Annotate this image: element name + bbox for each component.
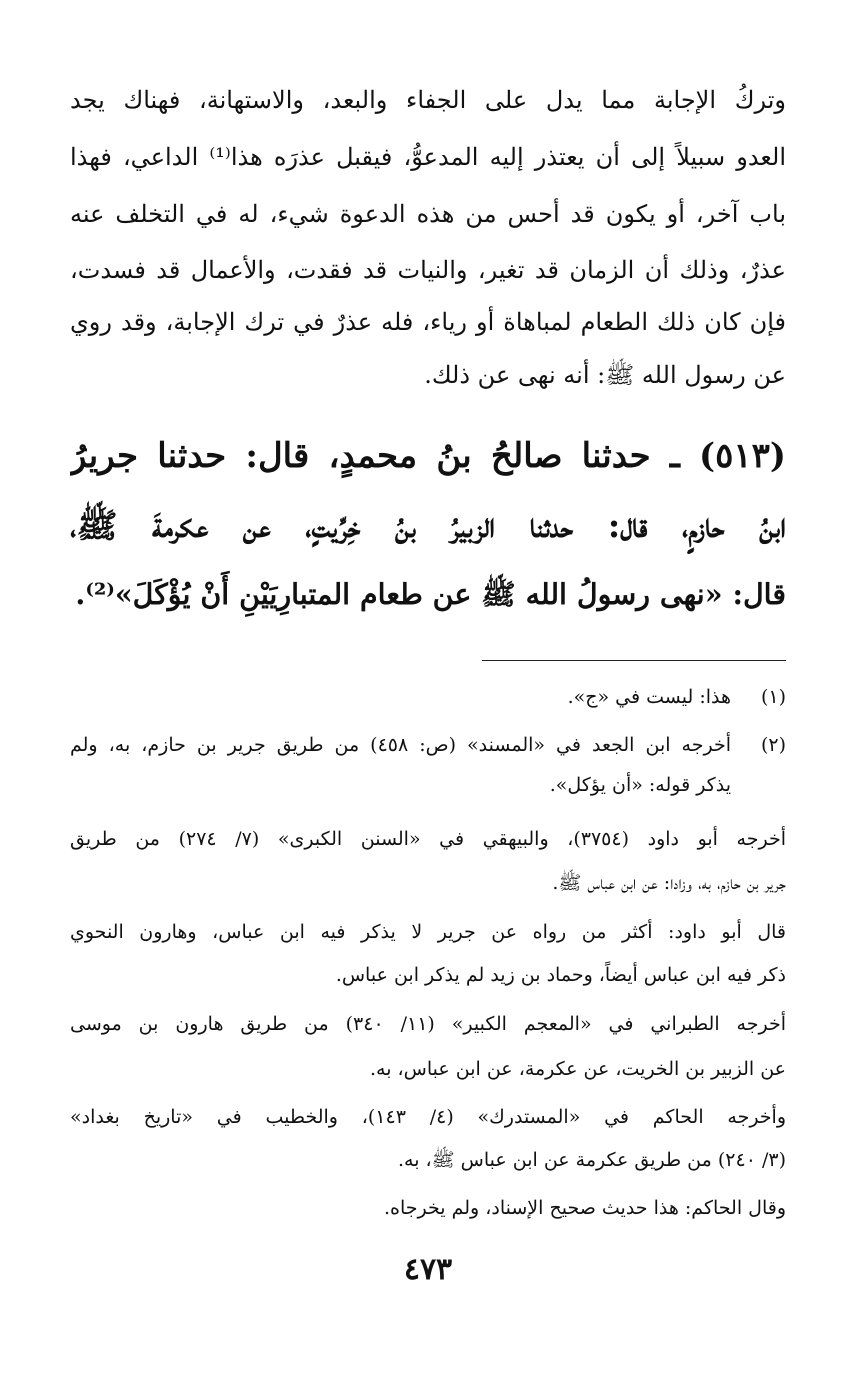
footnote-number: (١) <box>760 686 786 708</box>
hadith-line: (٥١٣) ـ حدثنا صالحُ بنُ محمدٍ، قال: حدثنا جريرُ <box>70 436 786 476</box>
footnote-text: جرير بن حازم، به، وزادا: عن ابن عباس ﷺ. <box>552 872 786 894</box>
body-line: فإن كان ذلك الطعام لمباهاة أو رياء، فله عذرٌ في ترك الإجابة، وقد روي <box>70 308 786 336</box>
footnote-separator <box>482 660 786 661</box>
footnote-text: ذكر فيه ابن عباس أيضاً، وحماد بن زيد لم يذكر ابن عباس. <box>335 964 786 986</box>
footnote-number: (٢) <box>760 734 786 756</box>
body-line: عذرٌ، وذلك أن الزمان قد تغير، والنيات قد فقدت، والأعمال قد فسدت، <box>70 256 786 284</box>
footnote-text: (٣/ ٢٤٠) من طريق عكرمة عن ابن عباس ﷺ، به. <box>398 1149 786 1171</box>
body-line: عن رسول الله ﷺ: أنه نهى عن ذلك. <box>424 361 786 389</box>
hadith-line: ابنُ حازمٍ، قال: حدثنا الزبيرُ بنُ خِرِّيتٍ، عن عكرمةَ ﷺ، <box>70 506 786 546</box>
footnote-text: أخرجه الطبراني في «المعجم الكبير» (١١/ ٣٤٠) من طريق هارون بن موسى <box>70 1013 786 1035</box>
footnote-text: هذا: ليست في «ج». <box>567 686 731 708</box>
body-line: باب آخر، أو يكون قد أحس من هذه الدعوة شيء، له في التخلف عنه <box>70 200 786 228</box>
footnote-text: عن الزبير بن الخريت، عن عكرمة، عن ابن عباس، به. <box>370 1058 786 1080</box>
footnote-text: أخرجه ابن الجعد في «المسند» (ص: ٤٥٨) من طريق جرير بن حازم، به، ولم <box>70 734 731 756</box>
footnote-text: وقال الحاكم: هذا حديث صحيح الإسناد، ولم يخرجاه. <box>384 1197 786 1219</box>
footnote-text: وأخرجه الحاكم في «المستدرك» (٤/ ١٤٣)، والخطيب في «تاريخ بغداد» <box>70 1106 786 1128</box>
page-number: ٤٧٣ <box>403 1252 453 1287</box>
footnote-text: أخرجه أبو داود (٣٧٥٤)، والبيهقي في «السنن الكبرى» (٧/ ٢٧٤) من طريق <box>70 828 786 850</box>
body-line: وتركُ الإجابة مما يدل على الجفاء والبعد، والاستهانة، فهناك يجد <box>70 86 786 114</box>
footnote-text: قال أبو داود: أكثر من رواه عن جرير لا يذكر فيه ابن عباس، وهارون النحوي <box>70 921 786 943</box>
footnote-text: يذكر قوله: «أن يؤكل». <box>549 774 731 796</box>
hadith-line: قال: «نهى رسولُ الله ﷺ عن طعام المتبارِيَيْنِ أَنْ يُؤْكَلَ»⁽²⁾. <box>75 577 786 611</box>
body-line: العدو سبيلاً إلى أن يعتذر إليه المدعوُّ، فيقبل عذرَه هذا⁽¹⁾ الداعي، فهذا <box>70 143 786 171</box>
